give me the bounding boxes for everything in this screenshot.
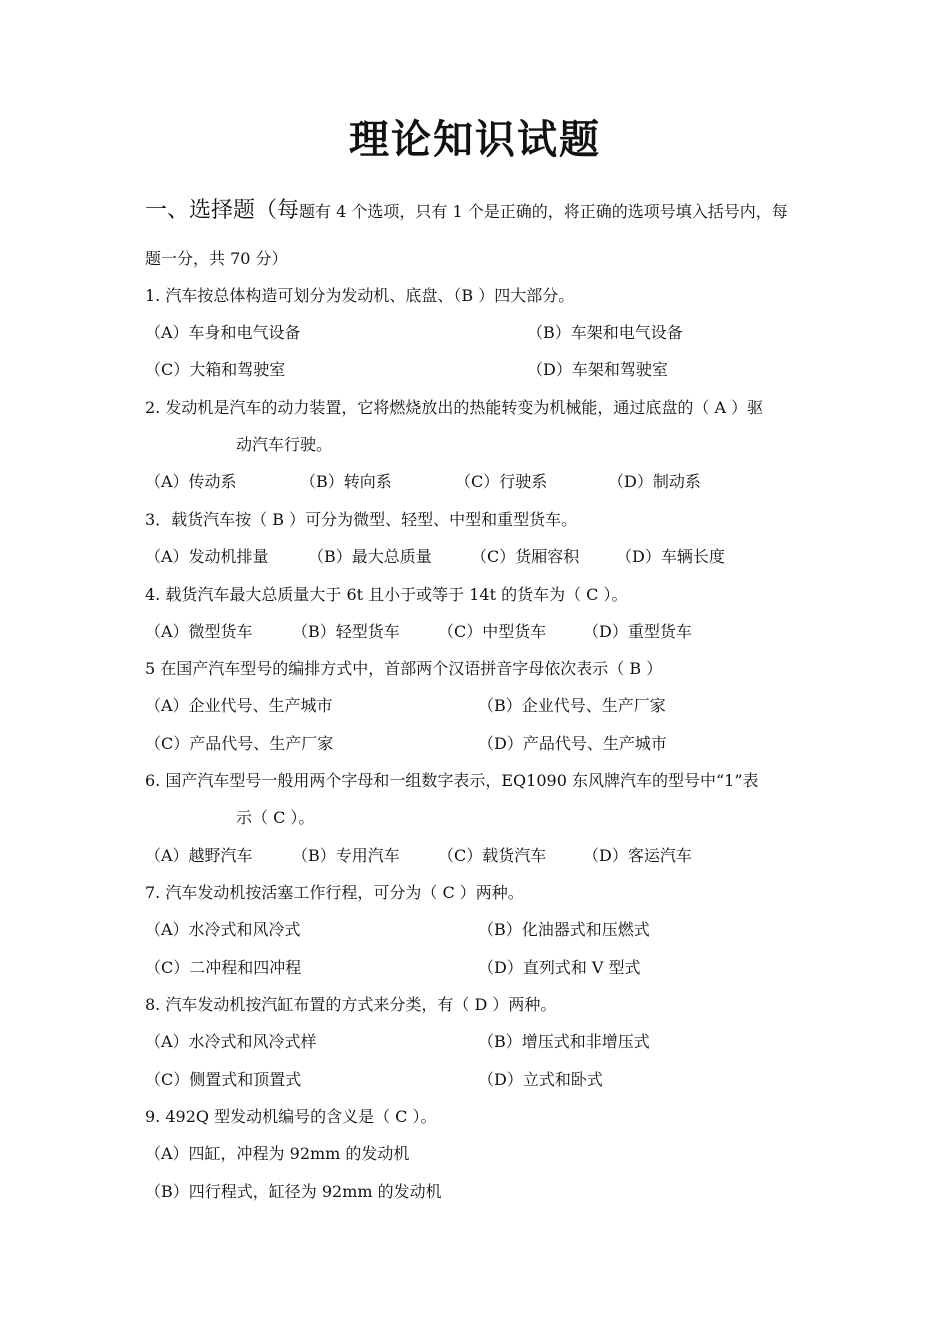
question-8-option-c: （C）侧置式和顶置式	[145, 1070, 302, 1089]
section-heading: 一、选择题	[145, 198, 256, 223]
question-4-option-c: （C）中型货车	[438, 622, 547, 641]
question-3-option-b: （B）最大总质量	[308, 547, 432, 566]
question-2-option-c: （C）行驶系	[455, 472, 548, 491]
question-8-option-a: （A）水冷式和风冷式样	[145, 1032, 317, 1051]
question-4-option-b: （B）轻型货车	[292, 622, 400, 641]
question-6-stem-cont: 示（ C ）。	[236, 808, 315, 827]
question-7-option-c: （C）二冲程和四冲程	[145, 958, 302, 977]
question-7-stem: 7. 汽车发动机按活塞工作行程，可分为（ C ）两种。	[145, 883, 524, 902]
question-3-stem: 3．载货汽车按（ B ）可分为微型、轻型、中型和重型货车。	[145, 510, 578, 529]
question-4-option-a: （A）微型货车	[145, 622, 253, 641]
question-2-stem: 2. 发动机是汽车的动力装置，它将燃烧放出的热能转变为机械能，通过底盘的（ A ）驱	[145, 398, 764, 417]
question-3-option-c: （C）货厢容积	[471, 547, 580, 566]
question-8-option-d: （D）立式和卧式	[478, 1070, 603, 1089]
question-2-stem-cont: 动汽车行驶。	[236, 435, 333, 454]
question-9-option-b: （B）四行程式，缸径为 92mm 的发动机	[145, 1182, 442, 1201]
question-6-option-a: （A）越野汽车	[145, 846, 253, 865]
page-title: 理论知识试题	[349, 117, 601, 163]
question-7-option-a: （A）水冷式和风冷式	[145, 920, 301, 939]
question-1-option-d: （D）车架和驾驶室	[527, 360, 668, 379]
question-1-stem: 1. 汽车按总体构造可划分为发动机、底盘、（B ）四大部分。	[145, 286, 575, 305]
question-3-option-a: （A）发动机排量	[145, 547, 269, 566]
question-7-option-d: （D）直列式和 V 型式	[478, 958, 641, 977]
question-5-stem: 5 在国产汽车型号的编排方式中，首部两个汉语拼音字母依次表示（ B ）	[145, 659, 663, 678]
section-paren: （每	[255, 198, 300, 223]
question-3-option-d: （D）车辆长度	[616, 547, 725, 566]
question-6-option-c: （C）载货汽车	[438, 846, 547, 865]
question-9-stem: 9. 492Q 型发动机编号的含义是（ C ）。	[145, 1107, 437, 1126]
question-2-option-d: （D）制动系	[608, 472, 701, 491]
section-heading-line	[145, 200, 788, 223]
question-4-option-d: （D）重型货车	[583, 622, 692, 641]
question-2-option-b: （B）转向系	[300, 472, 392, 491]
question-5-option-c: （C）产品代号、生产厂家	[145, 734, 334, 753]
question-9-option-a: （A）四缸，冲程为 92mm 的发动机	[145, 1144, 410, 1163]
question-5-option-b: （B）企业代号、生产厂家	[478, 696, 666, 715]
question-1-option-b: （B）车架和电气设备	[527, 323, 683, 342]
question-6-stem: 6. 国产汽车型号一般用两个字母和一组数字表示，EQ1090 东风牌汽车的型号中“1”表	[145, 771, 759, 790]
question-2-option-a: （A）传动系	[145, 472, 237, 491]
question-1-option-c: （C）大箱和驾驶室	[145, 360, 286, 379]
section-instruction-2: 题一分，共 70 分）	[145, 249, 288, 268]
question-4-stem: 4. 载货汽车最大总质量大于 6t 且小于或等于 14t 的货车为（ C ）。	[145, 585, 628, 604]
question-8-option-b: （B）增压式和非增压式	[478, 1032, 650, 1051]
question-6-option-b: （B）专用汽车	[292, 846, 400, 865]
question-8-stem: 8. 汽车发动机按汽缸布置的方式来分类，有（ D ）两种。	[145, 995, 557, 1014]
question-1-option-a: （A）车身和电气设备	[145, 323, 301, 342]
question-5-option-d: （D）产品代号、生产城市	[478, 734, 667, 753]
section-instruction-1: 题有 4 个选项，只有 1 个是正确的，将正确的选项号填入括号内，每	[299, 202, 788, 221]
question-5-option-a: （A）企业代号、生产城市	[145, 696, 333, 715]
question-6-option-d: （D）客运汽车	[583, 846, 692, 865]
question-7-option-b: （B）化油器式和压燃式	[478, 920, 650, 939]
